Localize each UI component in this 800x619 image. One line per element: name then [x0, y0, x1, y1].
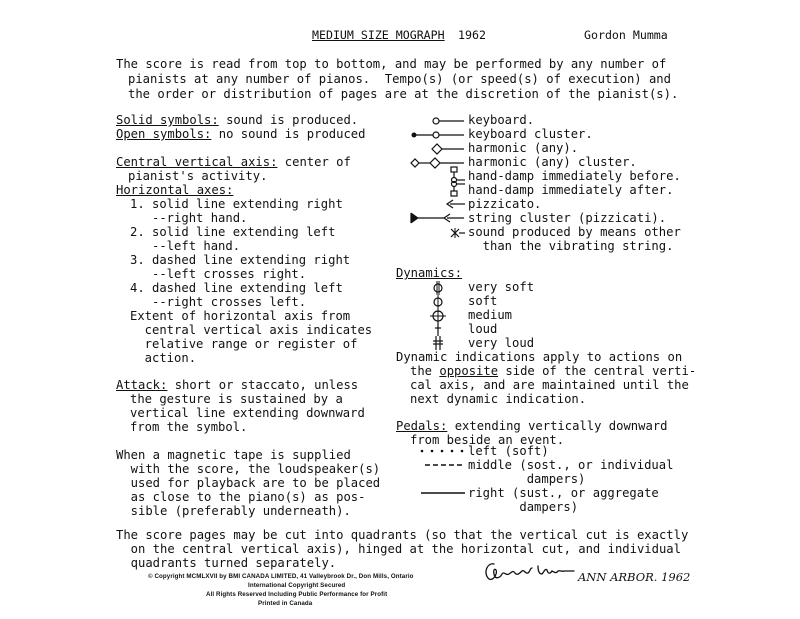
tape-line: used for playback are to be placed	[116, 476, 381, 490]
other-sound-icon	[448, 227, 466, 239]
loud-icon	[433, 322, 443, 336]
footer-line: quadrants turned separately.	[116, 556, 337, 570]
string-cluster-icon	[410, 212, 466, 224]
legend-item: hand-damp immediately after.	[468, 183, 674, 197]
attack-line	[116, 378, 358, 393]
legend-item: keyboard.	[468, 113, 535, 127]
dynamic-level: very loud	[468, 336, 535, 350]
copyright-line: Printed in Canada	[258, 600, 313, 607]
dynamic-level: loud	[468, 322, 498, 336]
extent-line: central vertical axis indicates	[130, 323, 373, 337]
dynamics-note-post: side of the central verti-	[498, 364, 697, 378]
open-symbols-label: Open symbols:	[116, 127, 212, 141]
axis-item: --left crosses right.	[130, 267, 307, 281]
intro-line: the order or distribution of pages are at the discretion of the pianist(s).	[128, 87, 679, 101]
pedal-item: left (soft)	[468, 444, 549, 458]
dynamics-note-line: Dynamic indications apply to actions on	[396, 350, 683, 364]
very-loud-icon	[432, 336, 444, 350]
intro-line: pianists at any number of pianos. Tempo(s) (or speed(s) of execution) and	[128, 72, 671, 86]
attack-line: vertical line extending downward	[130, 406, 365, 420]
dynamics-note-opposite: opposite	[439, 364, 499, 378]
dashed-line-icon	[424, 461, 466, 469]
legend-item: sound produced by means other	[468, 225, 681, 239]
legend-item: string cluster (pizzicati).	[468, 211, 667, 225]
footer-line: on the central vertical axis), hinged at the horizontal cut, and individual	[116, 542, 681, 556]
axis-item: --right crosses left.	[130, 295, 307, 309]
copyright-line: © Copyright MCMLXVII by BMI CANADA LIMITED, 41 Valleybrook Dr., Don Mills, Ontario	[148, 573, 414, 580]
hand-damp-after-icon	[450, 180, 466, 198]
extent-line: relative range or register of	[130, 337, 358, 351]
axis-item: 4. dashed line extending left	[130, 281, 343, 295]
dynamics-note-line: cal axis, and are maintained until the	[410, 378, 689, 392]
solid-symbols-text: sound is produced.	[218, 113, 359, 127]
intro-line: The score is read from top to bottom, and may be performed by any number of	[116, 57, 667, 71]
pedal-item: dampers)	[468, 500, 579, 514]
dynamics-label: Dynamics:	[396, 266, 463, 280]
tape-line: with the score, the loudspeaker(s)	[116, 462, 381, 476]
central-axis-label: Central vertical axis:	[116, 155, 278, 169]
horizontal-axes-label: Horizontal axes:	[116, 183, 234, 197]
pedal-item: dampers)	[468, 472, 586, 486]
extent-line: action.	[130, 351, 197, 365]
axis-item: --left hand.	[130, 239, 241, 253]
dynamic-level: very soft	[468, 280, 535, 294]
copyright-line: All Rights Reserved Including Public Performance for Profit	[206, 591, 388, 598]
dynamic-level: soft	[468, 294, 498, 308]
pedals-text: extending vertically downward	[447, 419, 668, 433]
pedals-line	[396, 419, 668, 434]
title-year: 1962	[458, 28, 486, 42]
central-axis-cont: pianist's activity.	[128, 169, 268, 183]
extent-line: Extent of horizontal axis from	[130, 309, 351, 323]
composer: Gordon Mumma	[584, 28, 668, 42]
legend-item: harmonic (any) cluster.	[468, 155, 637, 169]
dynamics-note-line: next dynamic indication.	[410, 392, 587, 406]
axis-item: 2. solid line extending left	[130, 225, 336, 239]
attack-line: the gesture is sustained by a	[130, 392, 343, 406]
attack-label: Attack:	[116, 378, 168, 392]
open-symbols-text: no sound is produced	[211, 127, 366, 141]
harmonic-icon	[430, 143, 466, 155]
legend-item: keyboard cluster.	[468, 127, 593, 141]
central-axis-line	[116, 155, 351, 170]
pedal-item: middle (sost., or individual	[468, 458, 674, 472]
legend-item: harmonic (any).	[468, 141, 579, 155]
pedal-item: right (sust., or aggregate	[468, 486, 659, 500]
soft-icon	[431, 295, 445, 309]
dynamics-note-pre: the	[410, 364, 440, 378]
keyboard-cluster-icon	[410, 130, 466, 140]
central-axis-text: center of	[277, 155, 351, 169]
very-soft-icon	[431, 281, 445, 295]
dotted-line-icon	[418, 447, 464, 455]
signature-place-date: ANN ARBOR. 1962	[578, 570, 691, 584]
pizzicato-icon	[446, 199, 466, 209]
signature-scribble	[480, 558, 576, 588]
solid-line-icon	[420, 489, 466, 497]
tape-line: When a magnetic tape is supplied	[116, 448, 351, 462]
dynamics-note-line	[410, 364, 696, 379]
legend-item: pizzicato.	[468, 197, 542, 211]
title: MEDIUM SIZE MOGRAPH	[312, 28, 445, 42]
dynamic-level: medium	[468, 308, 513, 322]
legend-item: than the vibrating string.	[468, 239, 674, 253]
copyright-line: International Copyright Secured	[248, 582, 346, 589]
axis-item: 3. dashed line extending right	[130, 253, 351, 267]
keyboard-icon	[430, 116, 466, 126]
tape-line: sible (preferably underneath).	[116, 504, 351, 518]
legend-item: hand-damp immediately before.	[468, 169, 681, 183]
solid-symbols-line	[116, 113, 358, 128]
axis-item: --right hand.	[130, 211, 248, 225]
attack-text: short or staccato, unless	[167, 378, 359, 392]
footer-line: The score pages may be cut into quadrants (so that the vertical cut is exactly	[116, 528, 689, 542]
pedals-cont: from beside an event.	[410, 433, 565, 447]
tape-line: as close to the piano(s) as pos-	[116, 490, 366, 504]
pedals-label: Pedals:	[396, 419, 448, 433]
open-symbols-line	[116, 127, 365, 142]
solid-symbols-label: Solid symbols:	[116, 113, 219, 127]
axis-item: 1. solid line extending right	[130, 197, 343, 211]
attack-line: from the symbol.	[130, 420, 248, 434]
